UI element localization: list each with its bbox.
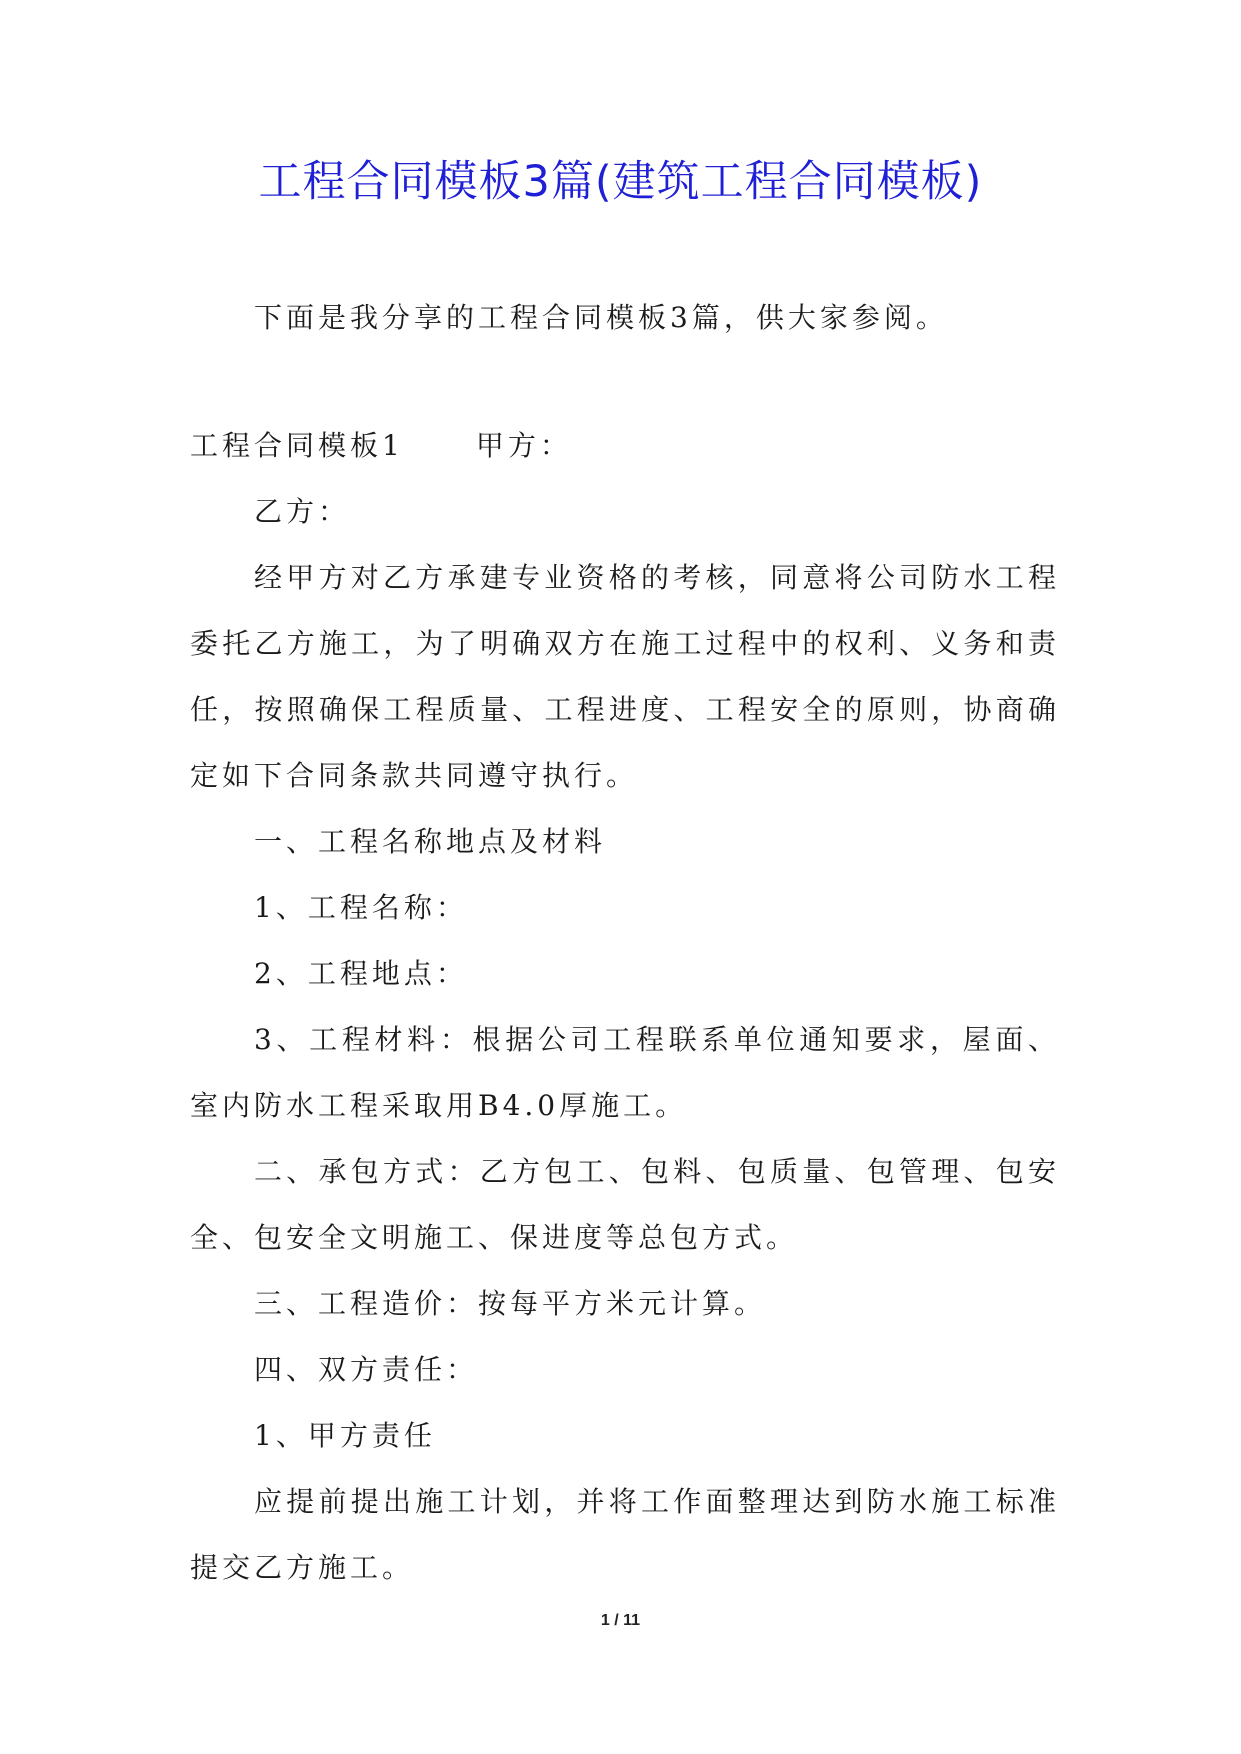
section-heading-1: 一、工程名称地点及材料 [254, 825, 607, 858]
section-project-cost: 三、工程造价：按每平方米元计算。 [254, 1287, 767, 1320]
document-title: 工程合同模板3篇(建筑工程合同模板) [258, 157, 983, 207]
party-a-label: 甲方： [475, 429, 572, 462]
section-responsibilities: 四、双方责任： [254, 1353, 479, 1386]
item-project-materials: 3、工程材料：根据公司工程联系单位通知要求，屋面、室内防水工程采取用B4.0厚施工。 [190, 1023, 1060, 1122]
paragraph-preamble: 经甲方对乙方承建专业资格的考核，同意将公司防水工程委托乙方施工，为了明确双方在施工过程中的权利、义务和责任，按照确保工程质量、工程进度、工程安全的原则，协商确定如下合同条款共同遵守执行。 [190, 561, 1060, 792]
document-body [190, 285, 1060, 1601]
item-project-name: 1、工程名称： [254, 891, 468, 924]
template-heading-line [190, 413, 1060, 479]
intro-paragraph: 下面是我分享的工程合同模板3篇，供大家参阅。 [254, 301, 948, 334]
section-contract-method: 二、承包方式：乙方包工、包料、包质量、包管理、包安全、包安全文明施工、保进度等总包方式。 [190, 1155, 1060, 1254]
paragraph-party-a-duty: 应提前提出施工计划，并将工作面整理达到防水施工标准提交乙方施工。 [190, 1485, 1060, 1584]
page-number: 1 / 11 [600, 1612, 641, 1629]
party-b-label: 乙方： [254, 495, 351, 528]
item-project-location: 2、工程地点： [254, 957, 468, 990]
template-heading: 工程合同模板1 [190, 429, 404, 462]
item-party-a-responsibility: 1、甲方责任 [254, 1419, 436, 1452]
